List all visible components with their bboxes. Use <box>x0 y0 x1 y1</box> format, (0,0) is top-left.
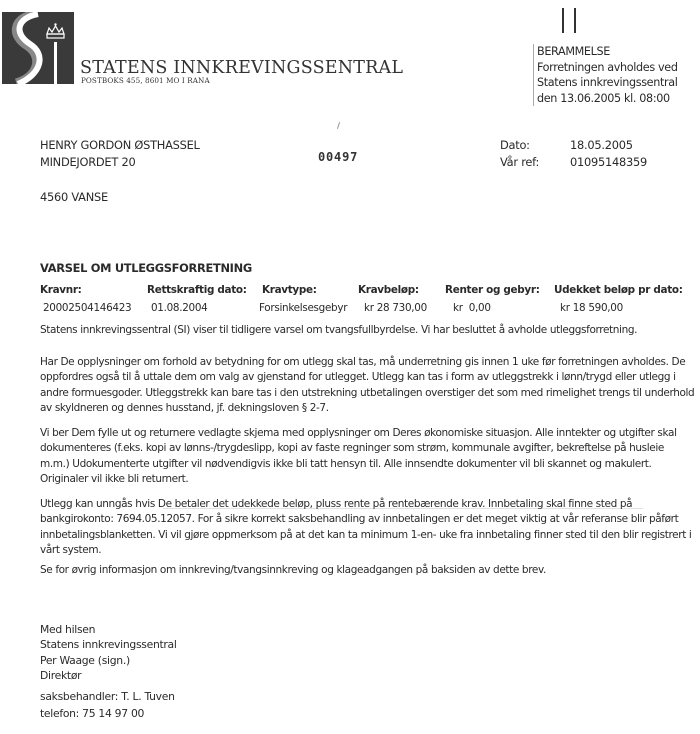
closing-signer: Per Waage (sign.) <box>40 653 130 667</box>
margin-marker <box>560 8 582 33</box>
col-header-kravtype: Kravtype: <box>262 284 317 296</box>
cell-renter: kr 0,00 <box>453 302 491 314</box>
paragraph-more-info: Se for øvrig informasjon om innkreving/tvangsinnkreving og klageadgangen på baksiden av dette brev. <box>40 564 546 576</box>
paragraph-intro: Statens innkrevingssentral (SI) viser til tidligere varsel om tvangsfullbyrdelse. Vi har besluttet å avholde utleggsforretning. <box>40 324 638 336</box>
berammelse-line: Statens innkrevingssentral <box>537 76 678 89</box>
scan-mark <box>337 122 340 129</box>
date-value: 18.05.2005 <box>570 138 633 152</box>
cell-kravtype: Forsinkelsesgebyr <box>259 302 348 314</box>
letter-meta <box>500 137 647 171</box>
date-label: Dato: <box>500 138 530 152</box>
berammelse-line: Forretningen avholdes ved <box>537 60 678 74</box>
claims-table <box>40 284 695 320</box>
document-number: 00497 <box>318 150 359 164</box>
col-header-udekket: Udekket beløp pr dato: <box>554 284 683 296</box>
closing-greeting: Med hilsen <box>40 623 96 636</box>
berammelse-box <box>533 44 678 106</box>
case-handler-phone: telefon: 75 14 97 00 <box>40 706 145 720</box>
cell-rettskraftig: 01.08.2004 <box>151 302 208 314</box>
case-handler: saksbehandler: T. L. Tuven <box>40 690 175 703</box>
col-header-kravnr: Kravnr: <box>40 284 82 296</box>
paragraph-information: Har De opplysninger om forhold av betydning for om utlegg skal tas, må underretning gis innen 1 uke før forretningen avholdes. De oppfordres også til å uttale dem om valg av gjenstand for utlegget. Utlegg kan tas i form av utleggstrekk i lønn/trygd eller utlegg i andre formuesgoder. Utleggstrekk kan bare tas i den utstrekning utbetalingen overstiger det som med rimelighet trengs til underhold av skyldneren og dennes husstand, jf. dekningsloven § 2-7. <box>40 356 695 414</box>
org-address: POSTBOKS 455, 8601 MO I RANA <box>81 76 210 85</box>
case-handler-block <box>40 689 175 722</box>
letter-title: VARSEL OM UTLEGGSFORRETNING <box>40 261 252 275</box>
table-row <box>40 302 695 320</box>
ref-value: 01095148359 <box>570 155 647 169</box>
cell-kravnr: 20002504146423 <box>43 302 132 314</box>
recipient-name: HENRY GORDON ØSTHASSEL <box>40 138 200 152</box>
org-name: STATENS INNKREVINGSSENTRAL <box>80 58 404 78</box>
cell-kravbelop: kr 28 730,00 <box>364 302 427 314</box>
berammelse-line: den 13.06.2005 kl. 08:00 <box>537 91 670 105</box>
col-header-kravbelop: Kravbeløp: <box>358 284 419 296</box>
paragraph-payment: Utlegg kan unngås hvis De betaler det udekkede beløp, pluss rente på rentebærende krav. Innbetaling skal finne sted på bankgirokonto: 7694.05.12057. For å sikre korrekt saksbehandling av innbetalingen er det meget viktig at vår referanse blir påført innbetalingsblanketten. Vi vil gjøre oppmerksom på at det kan ta minimum 1-en- uke fra innbetaling finner sted til den blir registrert i vårt system. <box>40 498 692 556</box>
closing-block <box>40 622 177 683</box>
paragraph-documentation: Vi ber Dem fylle ut og returnere vedlagte skjema med opplysninger om Deres økonomiske situasjon. Alle inntekter og utgifter skal dokumenteres (f.eks. kopi av lønns-/trygdeslipp, kopi av faste regninger som strøm, kommunale avgifter, bekreftelse på husleie m.m.) Udokumenterte utgifter vil nødvendigvis ikke bli tatt hensyn til. Alle innsendte dokumenter vil bli skannet og makulert. Originaler vil ikke bli returnert. <box>40 427 677 485</box>
recipient-postal: 4560 VANSE <box>40 190 108 204</box>
ref-label: Vår ref: <box>500 155 540 169</box>
col-header-renter: Renter og gebyr: <box>445 284 540 296</box>
recipient-address <box>40 137 200 171</box>
closing-org: Statens innkrevingssentral <box>40 638 177 652</box>
si-crown-logo-icon <box>2 12 74 84</box>
berammelse-title: BERAMMELSE <box>537 45 610 58</box>
cell-udekket: kr 18 590,00 <box>560 302 623 314</box>
recipient-street: MINDEJORDET 20 <box>40 155 136 169</box>
col-header-rettskraftig: Rettskraftig dato: <box>147 284 247 296</box>
si-logo <box>2 12 74 84</box>
closing-role: Direktør <box>40 668 82 682</box>
claims-header-row <box>40 284 695 302</box>
